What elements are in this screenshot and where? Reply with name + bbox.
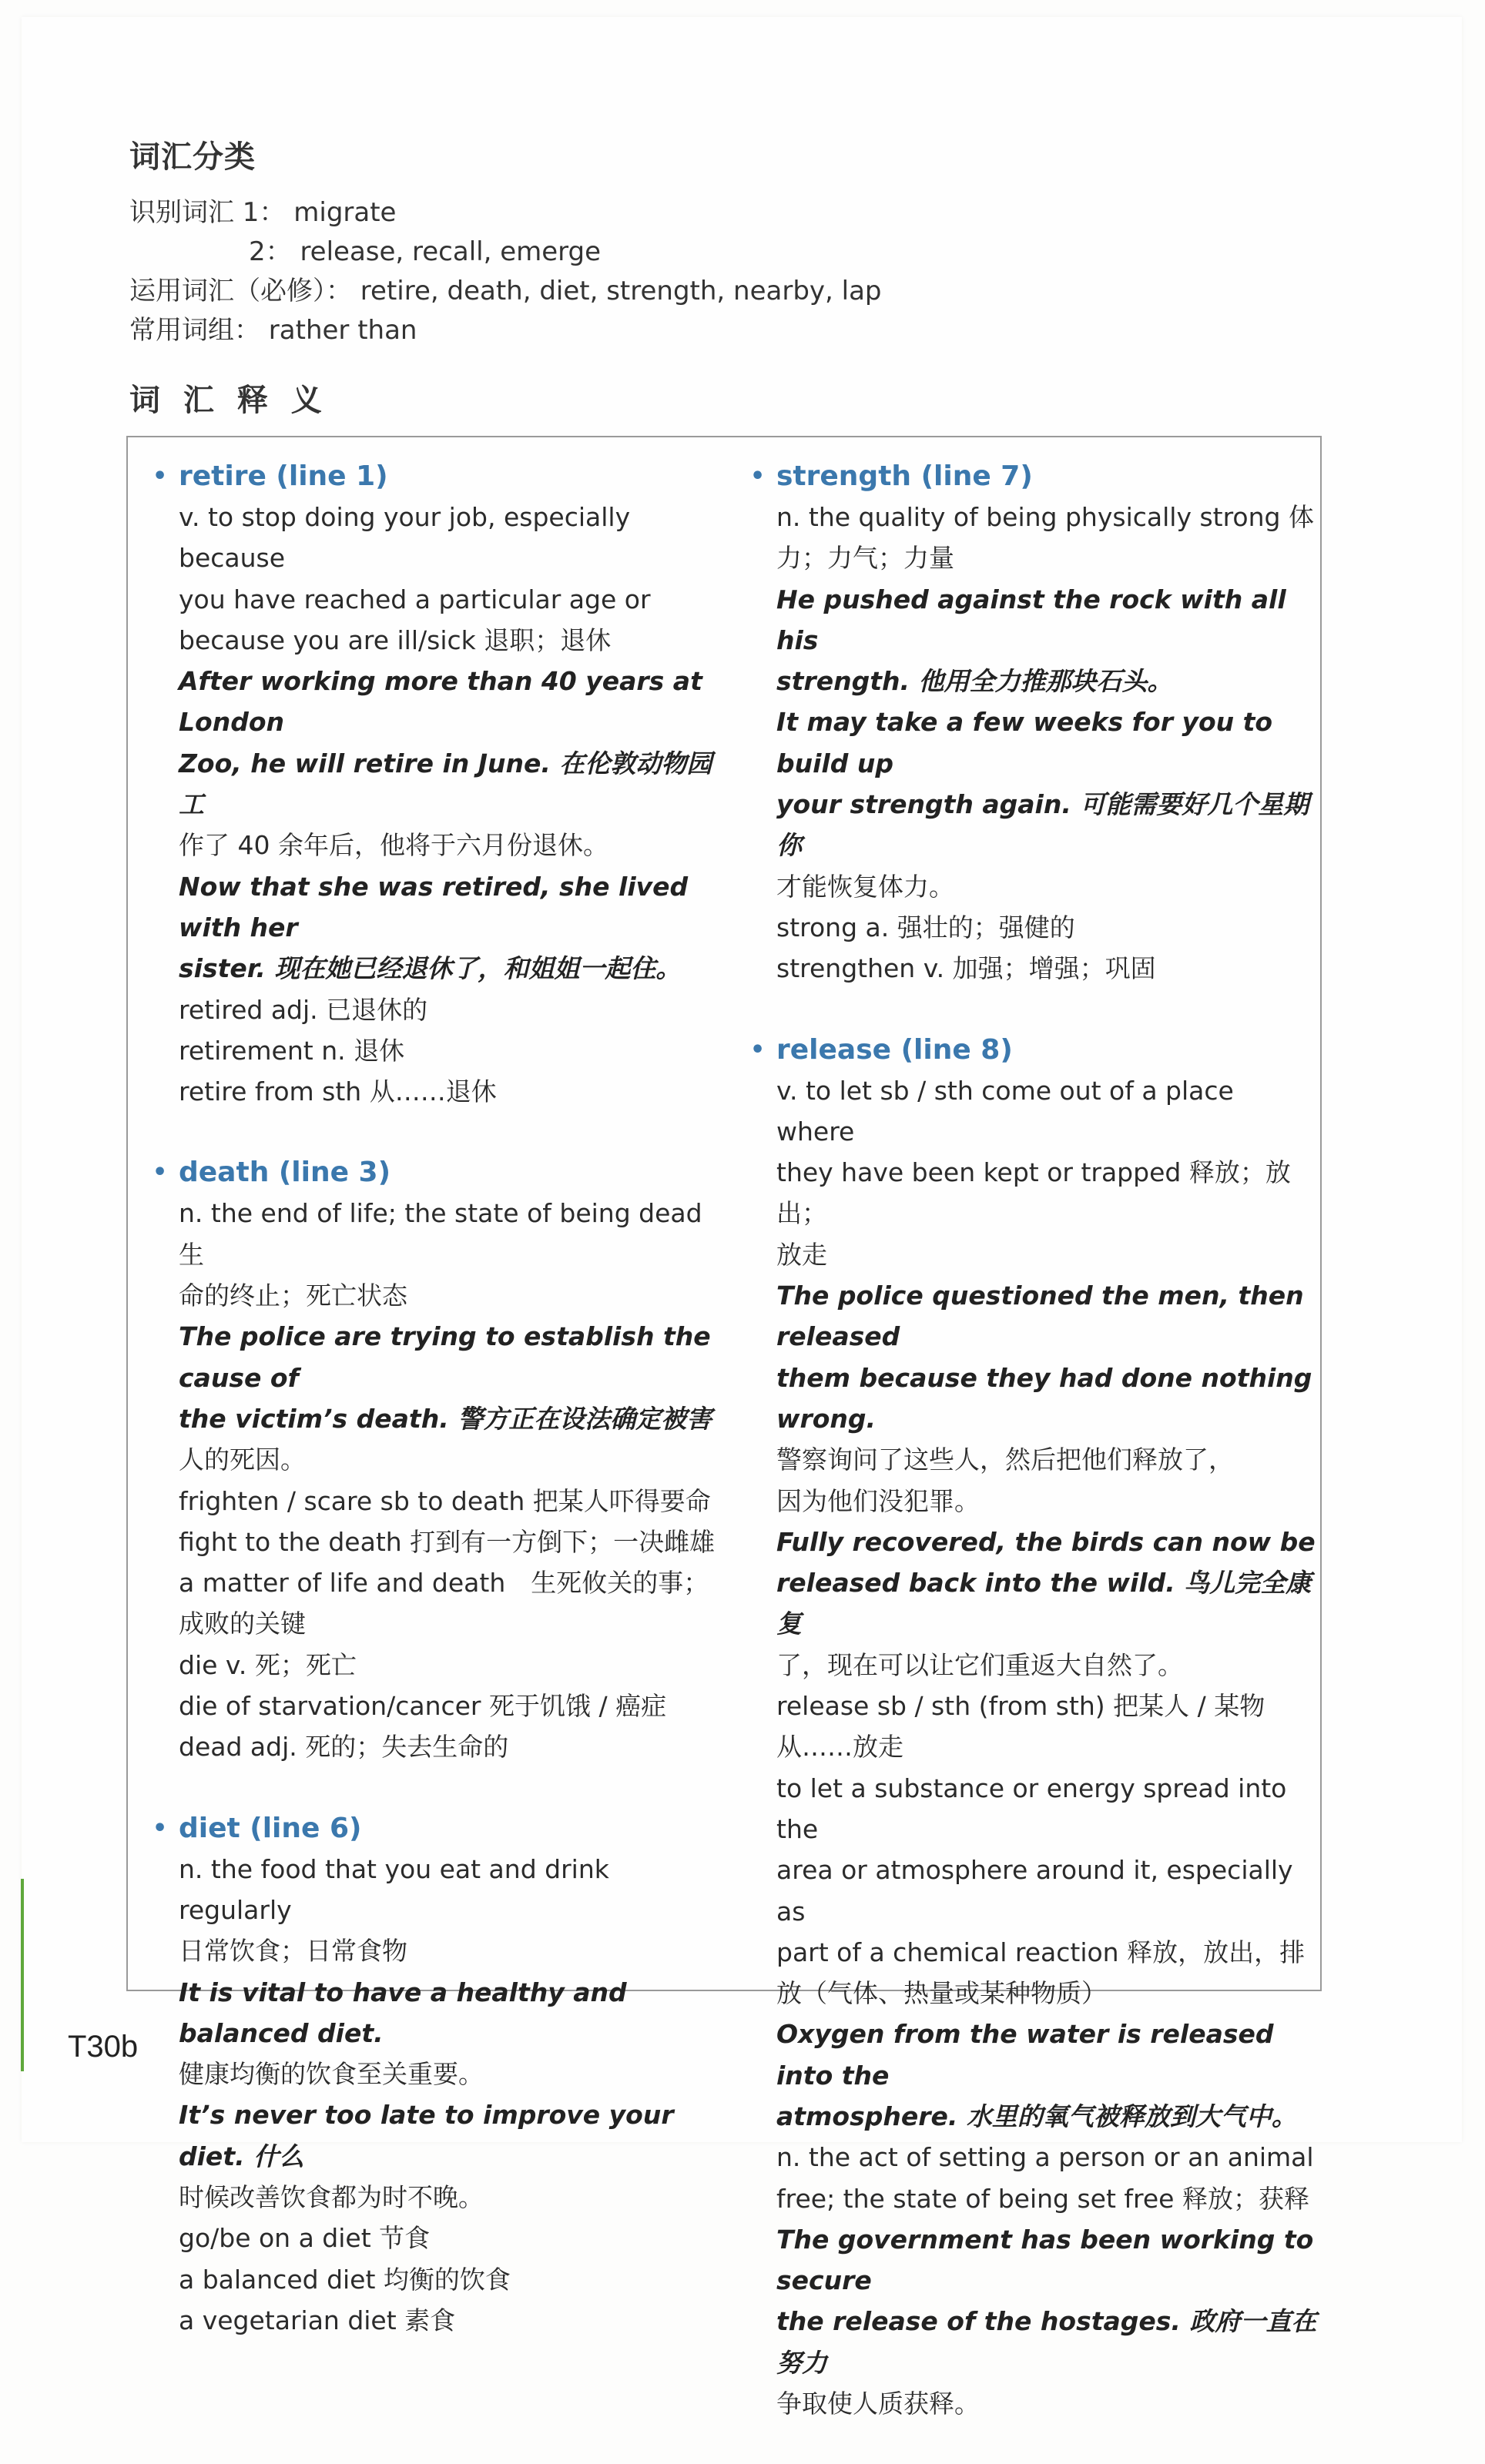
- entry-heading: [153, 1808, 722, 1849]
- entry-body: [750, 1070, 1317, 2425]
- entry-heading: [153, 1152, 722, 1193]
- example-sentence: Fully recovered, the birds can now be: [776, 1526, 1316, 1557]
- definition-line: a matter of life and death 生死攸关的事；: [179, 1568, 709, 1599]
- definition-line: part of a chemical reaction 释放，放出，排: [776, 1937, 1306, 1967]
- example-sentence: The police are trying to establish the cause of: [179, 1321, 711, 1393]
- bullet-icon: •: [750, 463, 766, 490]
- definition-line: to let a substance or energy spread into the: [776, 1773, 1287, 1844]
- definition-line: dead adj. 死的；失去生命的: [179, 1732, 509, 1763]
- definition-line: 人的死因。: [179, 1445, 306, 1475]
- definition-line: 警察询问了这些人，然后把他们释放了，: [776, 1445, 1234, 1475]
- definition-line: 作了 40 余年后，他将于六月份退休。: [179, 830, 608, 861]
- definition-line: 放走: [776, 1239, 827, 1270]
- example-sentence: atmosphere. 水里的氧气被释放到大气中。: [776, 2101, 1297, 2131]
- definition-line: retired adj. 已退休的: [179, 994, 428, 1025]
- definitions-box: [126, 436, 1322, 2419]
- example-sentence: the release of the hostages. 政府一直在努力: [776, 2306, 1317, 2378]
- vocab-entry: [153, 456, 722, 1112]
- definition-line: 了，现在可以让它们重返大自然了。: [776, 1649, 1183, 1680]
- vocabulary-summary: [129, 132, 882, 350]
- definition-line: n. the food that you eat and drink regularly: [179, 1853, 609, 1925]
- definition-line: n. the end of life; the state of being dead 生: [179, 1198, 702, 1270]
- entry-body: [153, 1193, 722, 1767]
- margin-accent-rule: [21, 1879, 24, 2071]
- example-sentence: released back into the wild. 鸟儿完全康复: [776, 1568, 1312, 1639]
- definition-line: 放（气体、热量或某种物质）: [776, 1978, 1107, 2009]
- definition-line: 成败的关键: [179, 1609, 306, 1639]
- entry-word: diet (line 6): [179, 1812, 362, 1844]
- definition-line: strong a. 强壮的；强健的: [776, 912, 1075, 942]
- entry-word: release (line 8): [776, 1033, 1013, 1066]
- vocab-entry: [153, 1808, 722, 2342]
- definition-line: retirement n. 退休: [179, 1035, 405, 1066]
- definition-line: fight to the death 打到有一方倒下；一决雌雄: [179, 1526, 716, 1557]
- bullet-icon: •: [153, 1814, 168, 1842]
- example-sentence: strength. 他用全力推那块石头。: [776, 666, 1173, 697]
- definition-line: 争取使人质获释。: [776, 2389, 980, 2419]
- entry-word: death (line 3): [179, 1157, 391, 1189]
- bullet-icon: •: [153, 463, 168, 490]
- definition-line: free; the state of being set free 释放；获释: [776, 2183, 1309, 2214]
- definition-line: v. to let sb / sth come out of a place where: [776, 1075, 1234, 1147]
- example-sentence: He pushed against the rock with all his: [776, 584, 1286, 655]
- definition-line: die v. 死；死亡: [179, 1649, 357, 1680]
- bullet-icon: •: [153, 1159, 168, 1187]
- definition-line: n. the quality of being physically strong 体: [776, 502, 1314, 532]
- example-sentence: them because they had done nothing wrong.: [776, 1362, 1312, 1434]
- definition-line: 力；力气；力量: [776, 543, 954, 574]
- example-sentence: sister. 现在她已经退休了，和姐姐一起住。: [179, 953, 682, 984]
- definition-line: 时候改善饮食都为时不晚。: [179, 2181, 484, 2212]
- entry-word: retire (line 1): [179, 460, 388, 492]
- summary-line: 运用词汇（必修）： retire, death, diet, strength, nearby, lap: [129, 276, 882, 306]
- definition-line: release sb / sth (from sth) 把某人 / 某物: [776, 1691, 1265, 1722]
- vocab-entry: [750, 456, 1317, 989]
- definition-line: 因为他们没犯罪。: [776, 1485, 980, 1516]
- vocab-entry: [153, 1152, 722, 1767]
- definition-line: because you are ill/sick 退职；退休: [179, 624, 612, 655]
- summary-line: 常用词组： rather than: [129, 315, 417, 346]
- entry-word: strength (line 7): [776, 460, 1033, 492]
- example-sentence: the victim’s death. 警方正在设法确定被害: [179, 1403, 712, 1434]
- definition-line: 日常饮食；日常食物: [179, 1936, 407, 1967]
- example-sentence: It’s never too late to improve your diet. 什么: [179, 2100, 674, 2171]
- definition-line: you have reached a particular age or: [179, 584, 651, 614]
- entry-heading: [750, 1029, 1317, 1070]
- definition-line: a balanced diet 均衡的饮食: [179, 2264, 511, 2295]
- summary-line: 2： release, recall, emerge: [249, 236, 602, 267]
- definition-line: 从……放走: [776, 1732, 903, 1763]
- example-sentence: The government has been working to secure: [776, 2224, 1314, 2296]
- vocab-entry: [750, 1029, 1317, 2425]
- definition-line: strengthen v. 加强；增强；巩固: [776, 953, 1156, 984]
- example-sentence: It may take a few weeks for you to build up: [776, 707, 1273, 778]
- example-sentence: After working more than 40 years at London: [179, 666, 702, 738]
- definition-line: they have been kept or trapped 释放；放出；: [776, 1157, 1291, 1229]
- entry-body: [153, 1849, 722, 2342]
- definition-line: n. the act of setting a person or an animal: [776, 2142, 1314, 2173]
- definition-line: 命的终止；死亡状态: [179, 1281, 407, 1311]
- definition-line: go/be on a diet 节食: [179, 2223, 431, 2254]
- definition-line: 健康均衡的饮食至关重要。: [179, 2059, 484, 2090]
- right-column: [750, 456, 1317, 2464]
- definition-line: die of starvation/cancer 死于饥饿 / 癌症: [179, 1691, 667, 1722]
- entry-heading: [750, 456, 1317, 497]
- left-column: [153, 456, 722, 2381]
- example-sentence: Oxygen from the water is released into the: [776, 2019, 1274, 2091]
- definition-line: frighten / scare sb to death 把某人吓得要命: [179, 1485, 711, 1516]
- definition-line: retire from sth 从……退休: [179, 1076, 497, 1107]
- definitions-title: 词 汇 释 义: [129, 383, 328, 418]
- bullet-icon: •: [750, 1036, 766, 1063]
- page-number: T30b: [68, 2030, 139, 2064]
- example-sentence: It is vital to have a healthy and balanced diet.: [179, 1977, 627, 2048]
- definition-line: a vegetarian diet 素食: [179, 2305, 456, 2335]
- summary-line: 识别词汇 1： migrate: [129, 197, 397, 228]
- example-sentence: your strength again. 可能需要好几个星期你: [776, 789, 1309, 861]
- definition-line: 才能恢复体力。: [776, 871, 954, 902]
- definition-line: v. to stop doing your job, especially because: [179, 502, 631, 574]
- definition-line: area or atmosphere around it, especially as: [776, 1855, 1293, 1927]
- summary-title: 词汇分类: [129, 139, 256, 175]
- example-sentence: Now that she was retired, she lived with her: [179, 871, 689, 942]
- entry-body: [750, 497, 1317, 989]
- example-sentence: Zoo, he will retire in June. 在伦敦动物园工: [179, 748, 712, 820]
- entry-heading: [153, 456, 722, 497]
- entry-body: [153, 497, 722, 1112]
- example-sentence: The police questioned the men, then released: [776, 1281, 1304, 1352]
